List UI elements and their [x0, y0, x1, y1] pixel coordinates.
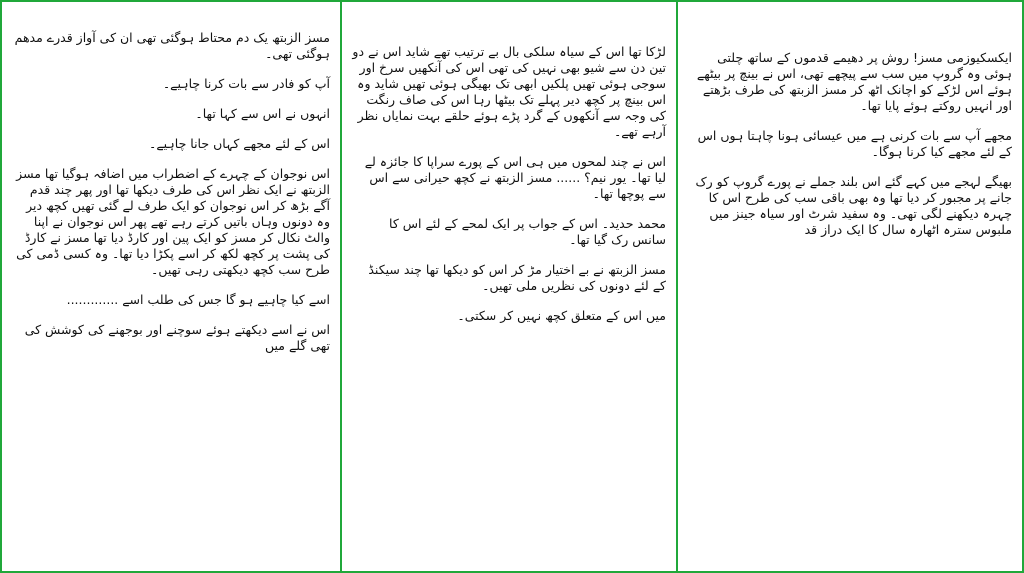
paragraph: اسے کیا چاہیے ہو گا جس کی طلب اسے .............: [66, 292, 330, 307]
text-column-right: [678, 2, 1022, 571]
paragraph: اس کے لئے مجھے کہاں جانا چاہیے۔: [149, 136, 330, 151]
paragraph: مسز الزبتھ یک دم محتاط ہوگئی تھی ان کی آواز قدرے مدھم ہوگئی تھی۔: [14, 30, 330, 61]
paragraph: میں اس کے متعلق کچھ نہیں کر سکتی۔: [457, 308, 666, 323]
paragraph: ایکسکیوزمی مسز! روش پر دھیمے قدموں کے ساتھ چلتی ہوئی وہ گروپ میں سب سے پیچھے تھی، اس نے بینچ پر بیٹھے ہوئے اس لڑکے کو اچانک اٹھ کر مسز الزبتھ کی طرف بڑھتے اور انہیں روکتے ہوئے پایا تھا۔: [696, 50, 1012, 113]
paragraph: اس نے چند لمحوں میں ہی اس کے پورے سراپا کا جائزہ لے لیا تھا۔ یور نیم؟ ...... مسز الزبتھ نے کچھ حیرانی سے اس سے پوچھا تھا۔: [364, 154, 666, 201]
paragraph: محمد حدید۔ اس کے جواب پر ایک لمحے کے لئے اس کا سانس رک گیا تھا۔: [389, 216, 666, 247]
paragraph: مسز الزبتھ نے بے اختیار مڑ کر اس کو دیکھا تھا چند سیکنڈ کے لئے دونوں کی نظریں ملی تھیں۔: [368, 262, 666, 293]
paragraph: اس نوجوان کے چہرے کے اضطراب میں اضافہ ہوگیا تھا مسز الزبتھ نے ایک نظر اس کی طرف دیکھا تھا اور پھر چند قدم آگے بڑھ کر اس نوجوان کو ایک طرف لے گئی تھیں کچھ دیر وہ دونوں وہاں باتیں کرتے رہے تھے پھر اس نوجوان نے اپنا والٹ نکال کر مسز کو ایک پین اور کارڈ دیا تھا مسز نے کارڈ کی پشت پر کچھ لکھ کر اسے پکڑا دیا تھا۔ وہ کسی ڈمی کی طرح سب کچھ دیکھتی رہی تھیں۔: [16, 166, 330, 277]
paragraph: لڑکا تھا اس کے سیاہ سلکی بال بے ترتیب تھے شاید اس نے دو تین دن سے شیو بھی نہیں کی تھی اس کی آنکھیں سرخ اور سوجی ہوئی تھیں پلکیں ابھی تک بھیگی ہوئی تھیں شاید وہ اس بینچ پر کچھ دیر پہلے تک بیٹھا رہا اس کی صاف رنگت کی وجہ سے آنکھوں کے گرد پڑے ہوئے حلقے بہت نمایاں نظر آرہے تھے۔: [352, 44, 666, 139]
paragraph: آپ کو فادر سے بات کرنا چاہیے۔: [162, 76, 330, 91]
paragraph: مجھے آپ سے بات کرنی ہے میں عیسائی ہونا چاہتا ہوں اس کے لئے مجھے کیا کرنا ہوگا۔: [697, 128, 1012, 159]
text-column-left: [2, 2, 340, 571]
paragraph: بھیگے لہجے میں کہے گئے اس بلند جملے نے پورے گروپ کو رک جانے پر مجبور کر دیا تھا وہ بھی باقی سب کی طرح اس کا چہرہ دیکھنے لگی تھی۔ وہ سفید شرٹ اور سیاہ جینز میں ملبوس سترہ اٹھارہ سال کا ایک دراز قد: [695, 174, 1012, 237]
paragraph: انہوں نے اس سے کہا تھا۔: [195, 106, 330, 121]
text-column-middle: [340, 2, 678, 571]
paragraph: اس نے اسے دیکھتے ہوئے سوچنے اور بوجھنے کی کوشش کی تھی گلے میں: [24, 322, 330, 353]
